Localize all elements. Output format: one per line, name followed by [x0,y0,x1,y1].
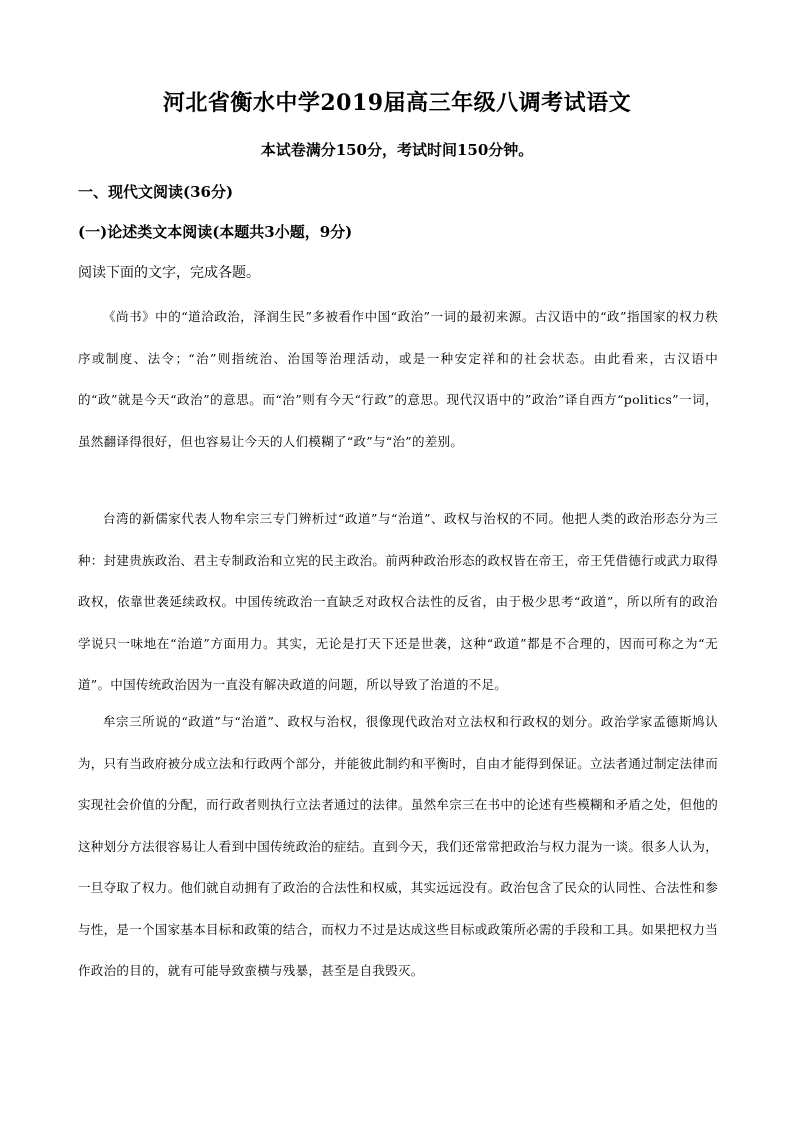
passage-paragraph-3: 牟宗三所说的“政道”与“治道”、政权与治权，很像现代政治对立法权和行政权的划分。政治学家孟德斯鸠认为，只有当政府被分成立法和行政两个部分，并能彼此制约和平衡时，自由才能得到保证。立法者通过制定法律而实现社会价值的分配，而行政者则执行立法者通过的法律。虽然牟宗三在书中的论述有些模糊和矛盾之处，但他的这种划分方法很容易让人看到中国传统政治的症结。直到今天，我们还常常把政治与权力混为一谈。很多人认为，一旦夺取了权力。他们就自动拥有了政治的合法性和权威，其实远远没有。政治包含了民众的认同性、合法性和参与性，是一个国家基本目标和政策的结合，而权力不过是达成这些目标或政策所必需的手段和工具。如果把权力当作政治的目的，就有可能导致蛮横与残暴，甚至是自我毁灭。 [78,714,719,978]
passage-paragraph-1: 《尚书》中的“道洽政治，泽润生民”多被看作中国“政治”一词的最初来源。古汉语中的“政”指国家的权力秩序或制度、法令；“治”则指统治、治国等治理活动，或是一种安定祥和的社会状态。由此看来，古汉语中的“政”就是今天“政治”的意思。而“治”则有今天“行政”的意思。现代汉语中的”政治”译自西方“politics”一词，虽然翻译得很好，但也容易让今天的人们模糊了“政”与“治”的差别。 [78,309,718,449]
reading-instruction: 阅读下面的文字，完成各题。 [78,265,260,281]
sub-section-heading: (一)论述类文本阅读(本题共3小题，9分) [78,223,353,241]
passage-paragraph-2: 台湾的新儒家代表人物牟宗三专门辨析过“政道”与“治道”、政权与治权的不同。他把人类的政治形态分为三种：封建贵族政治、君主专制政治和立宪的民主政治。前两种政治形态的政权皆在帝王，帝王凭借德行或武力取得政权，依靠世袭延续政权。中国传统政治一直缺乏对政权合法性的反省，由于极少思考“政道”，所以所有的政治学说只一味地在“治道”方面用力。其实，无论是打天下还是世袭，这种“政道”都是不合理的，因而可称之为“无道”。中国传统政治因为一直没有解决政道的问题，所以导致了治道的不足。 [78,511,719,692]
exam-subtitle: 本试卷满分150分，考试时间150分钟。 [260,141,534,159]
exam-title: 河北省衡水中学2019届高三年级八调考试语文 [162,90,632,116]
section-heading: 一、现代文阅读(36分) [78,183,234,201]
